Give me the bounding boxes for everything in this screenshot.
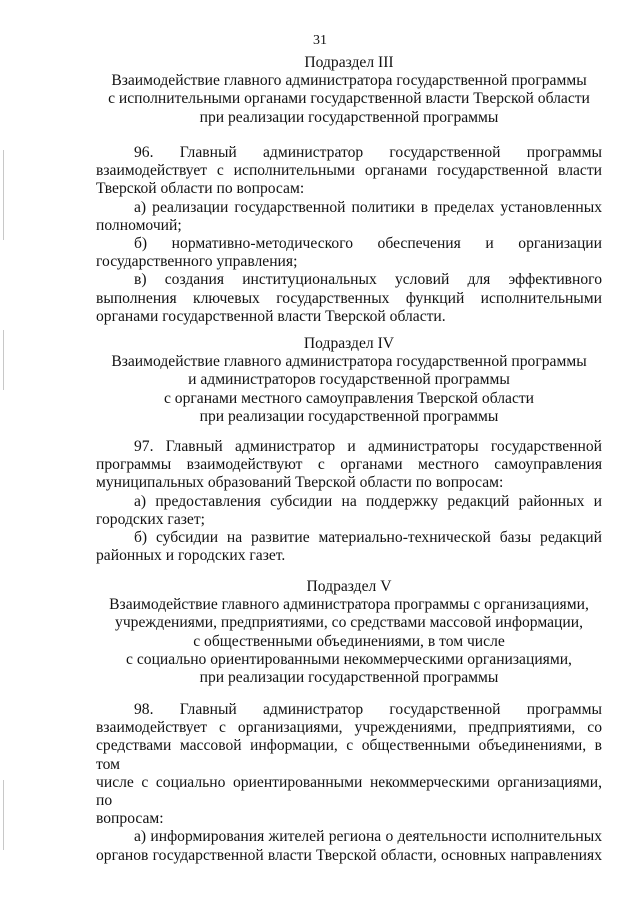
list-item-line: б) нормативно-методического обеспечения и организации — [134, 235, 602, 253]
subsection-title-line: с социально ориентированными некоммерческими организациями, — [126, 650, 572, 668]
list-item-line: б) субсидии на развитие материально-технической базы редакций — [134, 529, 602, 547]
paragraph-98 — [96, 701, 602, 865]
paragraph-line: вопросам: — [96, 810, 164, 828]
paragraph-line: 97. Главный администратор и администраторы государственной — [134, 438, 602, 455]
subsection-title-line: Взаимодействие главного администратора государственной программы — [111, 353, 587, 371]
list-item-line: городских газет; — [96, 510, 205, 528]
subsection-heading: Подраздел III — [304, 54, 394, 71]
page-number: 31 — [313, 33, 327, 48]
paragraph-line: взаимодействует с организациями, учреждениями, предприятиями, со — [96, 719, 602, 737]
paragraph-line: 96. Главный администратор государственной программы — [134, 144, 602, 161]
paragraph-line: муниципальных образований Тверской области по вопросам: — [96, 474, 504, 492]
list-item-line: а) реализации государственной политики в пределах установленных — [134, 198, 602, 216]
subsection-title-line: при реализации государственной программы — [199, 407, 499, 425]
subsection-title-line: учреждениями, предприятиями, со средствами массовой информации, — [115, 614, 583, 632]
scan-edge-mark — [3, 330, 4, 390]
list-item-line: полномочий; — [96, 216, 182, 234]
subsection-title-line: Взаимодействие главного администратора государственной программы — [111, 72, 587, 90]
paragraph-line: средствами массовой информации, с общественными объединениями, в том — [96, 737, 602, 773]
paragraph-96 — [96, 144, 602, 326]
subsection-4-header — [96, 335, 602, 426]
list-item-line: а) предоставления субсидии на поддержку редакций районных и — [134, 492, 602, 510]
paragraph-line: числе с социально ориентированными некоммерческими организациями, по — [96, 773, 602, 810]
list-item-line: государственного управления; — [96, 253, 298, 271]
subsection-5-header — [96, 578, 602, 687]
subsection-title-line: при реализации государственной программы — [199, 669, 499, 687]
paragraph-line: 98. Главный администратор государственной программы — [134, 701, 602, 718]
subsection-title-line: при реализации государственной программы — [199, 108, 499, 126]
subsection-heading: Подраздел IV — [303, 335, 395, 352]
subsection-title-line: и администраторов государственной программы — [188, 371, 510, 389]
paragraph-97 — [96, 438, 602, 565]
scan-edge-mark — [3, 150, 4, 240]
subsection-title-line: с исполнительными органами государственной власти Тверской области — [108, 90, 590, 108]
subsection-title-line: с общественными объединениями, в том числе — [193, 632, 505, 650]
list-item-line: выполнения ключевых государственных функций исполнительными — [96, 289, 602, 307]
paragraph-line: взаимодействует с исполнительными органами государственной власти — [96, 162, 602, 180]
subsection-3-header — [96, 54, 602, 127]
paragraph-line: программы взаимодействуют с органами местного самоуправления — [96, 456, 602, 474]
subsection-heading: Подраздел V — [306, 578, 392, 595]
list-item-line: в) создания институциональных условий для эффективного — [134, 271, 602, 289]
list-item-line: районных и городских газет. — [96, 547, 286, 565]
scan-edge-mark — [3, 780, 4, 850]
list-item-line: а) информирования жителей региона о деятельности исполнительных — [134, 828, 602, 846]
list-item-line: органов государственной власти Тверской области, основных направлениях — [96, 846, 602, 864]
list-item-line: органами государственной власти Тверской области. — [96, 307, 446, 325]
subsection-title-line: Взаимодействие главного администратора программы с организациями, — [109, 596, 589, 614]
paragraph-line: Тверской области по вопросам: — [96, 180, 305, 198]
subsection-title-line: с органами местного самоуправления Тверской области — [163, 389, 535, 407]
